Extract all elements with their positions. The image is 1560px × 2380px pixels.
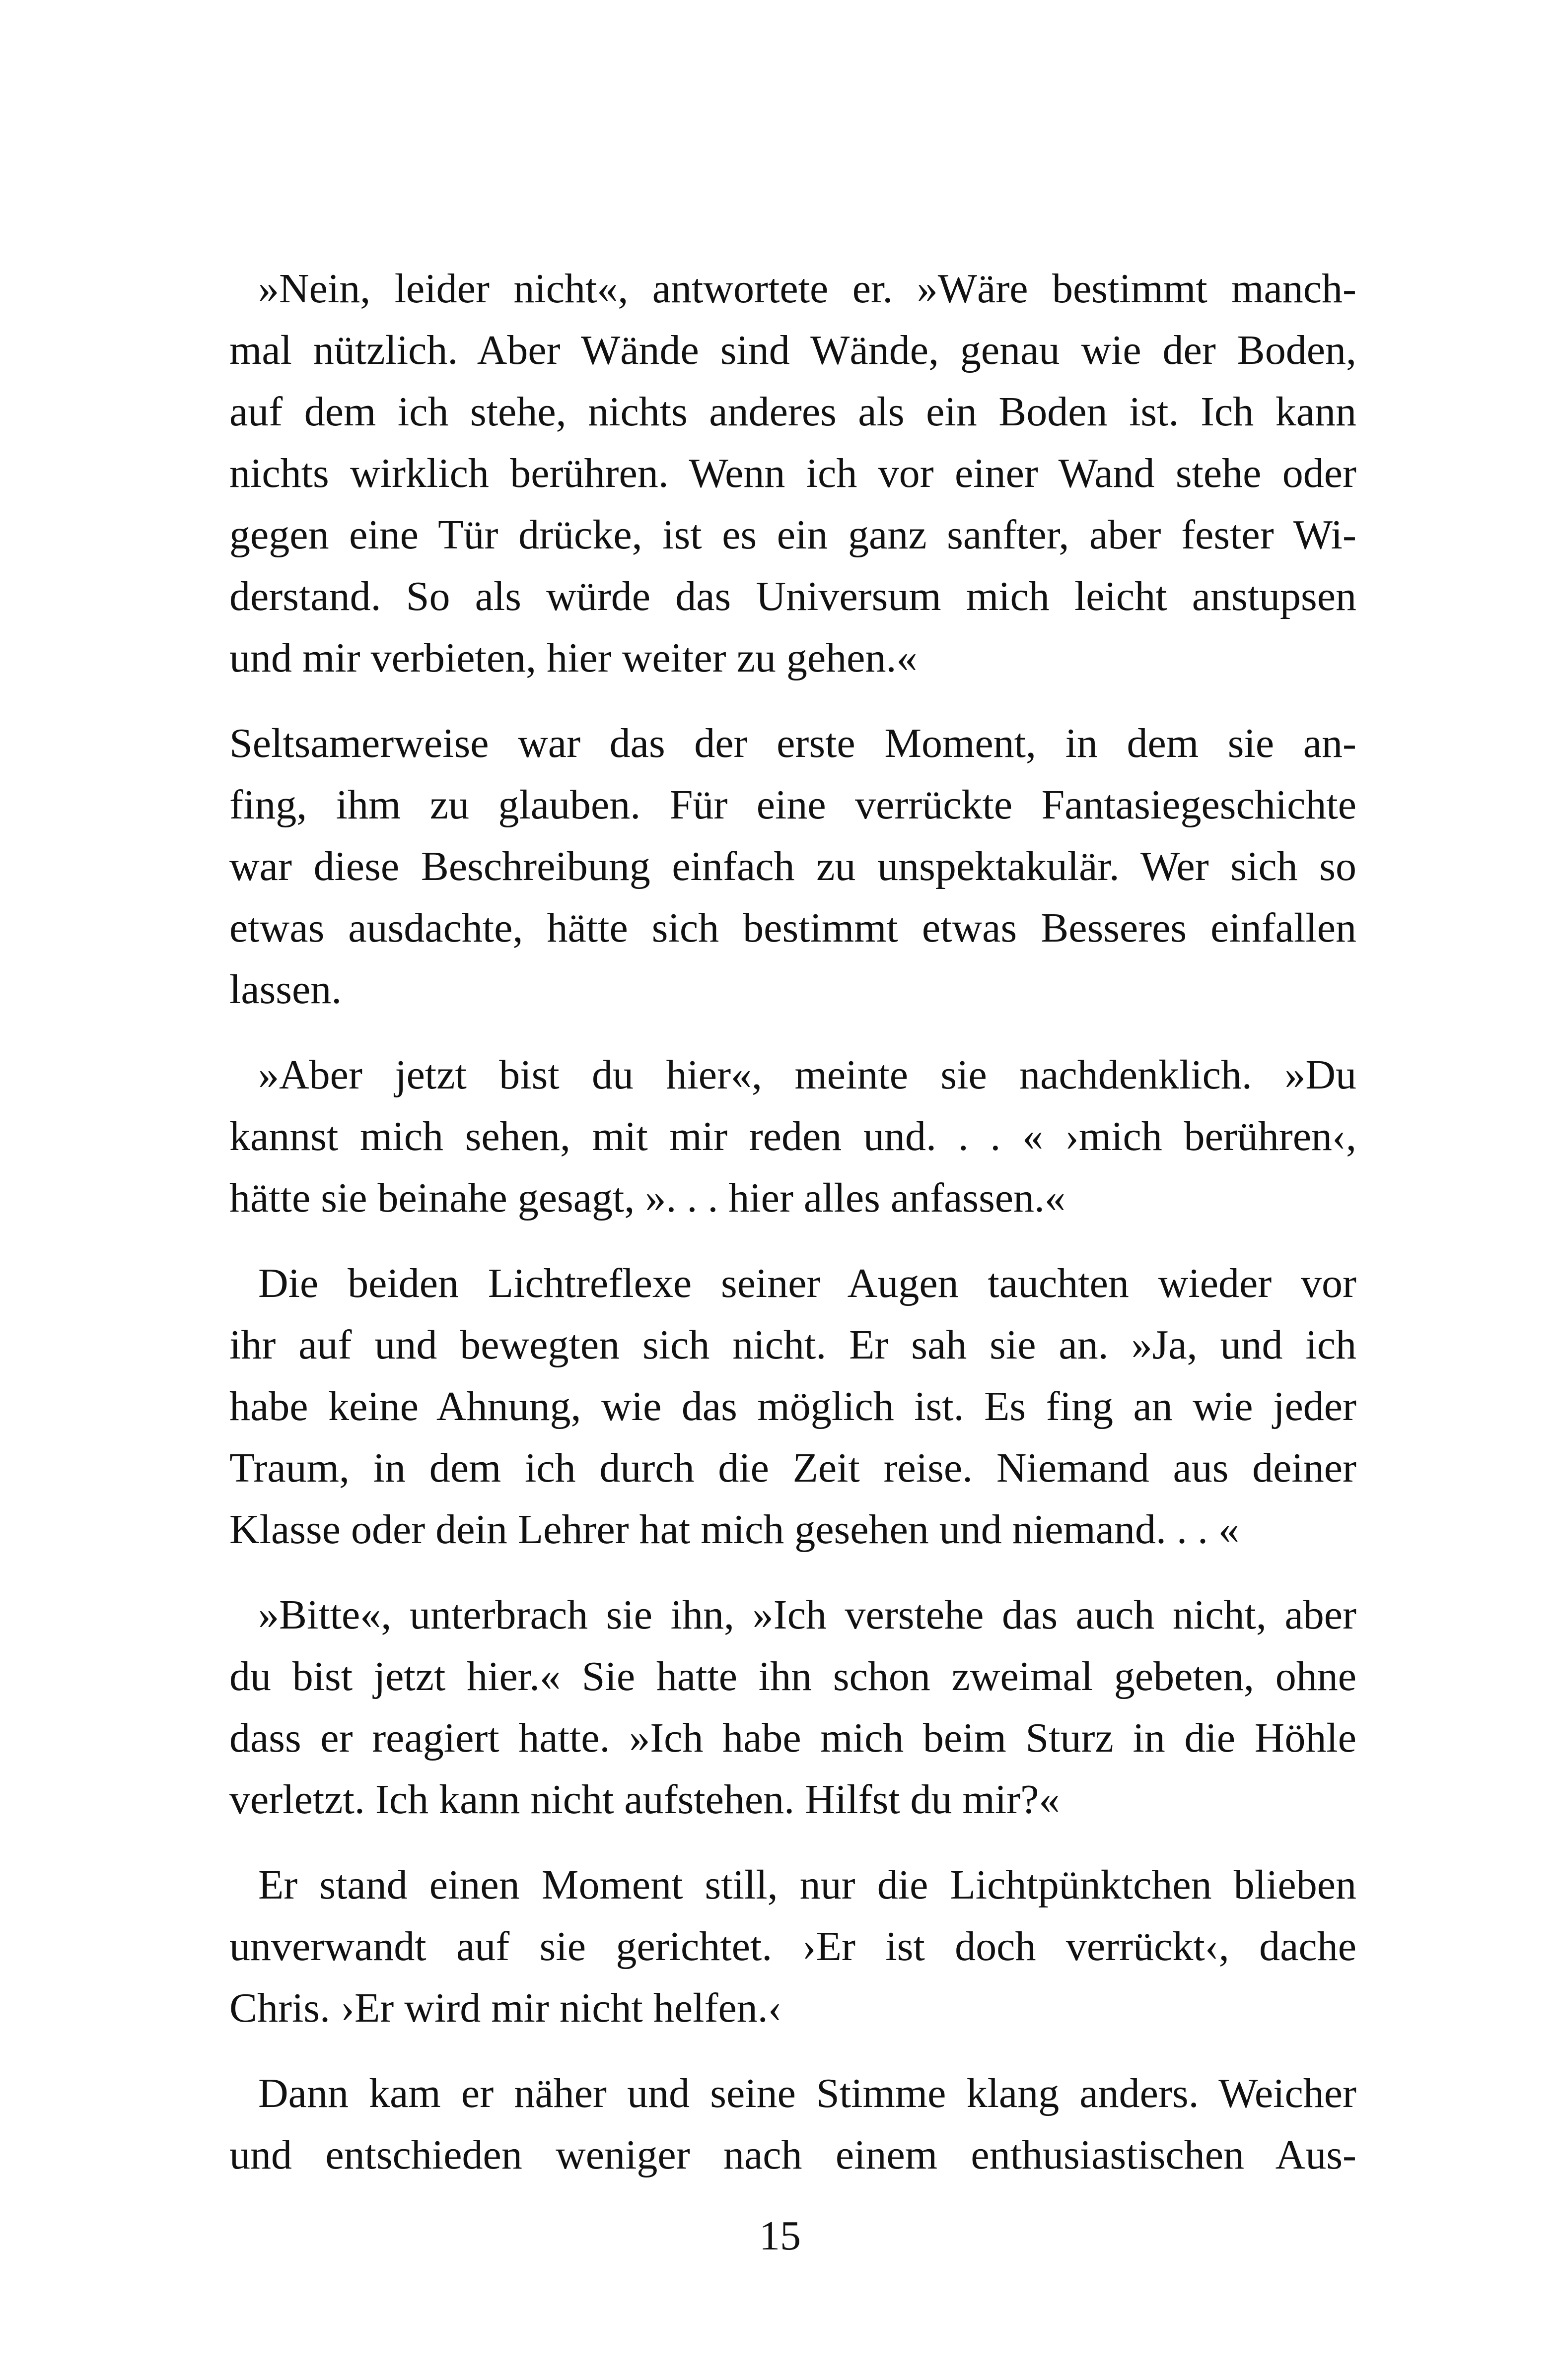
text-line: Klasse oder dein Lehrer hat mich gesehen und niemand. . . « (229, 1506, 1240, 1553)
text-line: ihr auf und bewegten sich nicht. Er sah sie an. »Ja, und ich (229, 1322, 1356, 1368)
text-line: und entschieden weniger nach einem enthusiastischen Aus- (229, 2132, 1356, 2178)
text-line: war diese Beschreibung einfach zu unspektakulär. Wer sich so (229, 843, 1356, 889)
text-line: dass er reagiert hatte. »Ich habe mich beim Sturz in die Höhle (229, 1715, 1356, 1761)
text-line: auf dem ich stehe, nichts anderes als ein Boden ist. Ich kann (229, 389, 1356, 435)
text-line: derstand. So als würde das Universum mich leicht anstupsen (229, 573, 1356, 619)
text-line: mal nützlich. Aber Wände sind Wände, genau wie der Boden, (229, 327, 1356, 373)
paragraph-2 (229, 713, 1356, 1020)
page-number: 15 (759, 2213, 801, 2259)
text-line: etwas ausdachte, hätte sich bestimmt etwas Besseres einfallen (229, 905, 1356, 951)
text-line: Dann kam er näher und seine Stimme klang anders. Weicher (258, 2070, 1356, 2116)
text-line: du bist jetzt hier.« Sie hatte ihn schon zweimal gebeten, ohne (229, 1653, 1356, 1700)
paragraph-7 (229, 2063, 1356, 2186)
paragraph-1 (229, 258, 1356, 689)
paragraph-6 (229, 1854, 1356, 2039)
text-line: lassen. (229, 966, 342, 1013)
text-line: kannst mich sehen, mit mir reden und. . . « ›mich berühren‹, (229, 1113, 1356, 1159)
text-line: unverwandt auf sie gerichtet. ›Er ist doch verrückt‹, dache (229, 1923, 1356, 1970)
text-line: »Bitte«, unterbrach sie ihn, »Ich verstehe das auch nicht, aber (258, 1592, 1356, 1638)
text-line: Traum, in dem ich durch die Zeit reise. Niemand aus deiner (229, 1445, 1356, 1491)
text-line: Chris. ›Er wird mir nicht helfen.‹ (229, 1985, 782, 2031)
text-line: Er stand einen Moment still, nur die Lichtpünktchen blieben (258, 1862, 1356, 1908)
paragraph-5 (229, 1584, 1356, 1831)
text-line: verletzt. Ich kann nicht aufstehen. Hilfst du mir?« (229, 1776, 1060, 1823)
text-line: Seltsamerweise war das der erste Moment, in dem sie an- (229, 720, 1356, 766)
text-line: nichts wirklich berühren. Wenn ich vor einer Wand stehe oder (229, 450, 1356, 496)
text-line: hätte sie beinahe gesagt, ». . . hier alles anfassen.« (229, 1175, 1066, 1221)
paragraph-3 (229, 1044, 1356, 1229)
text-line: gegen eine Tür drücke, ist es ein ganz sanfter, aber fester Wi- (229, 512, 1356, 558)
text-line: fing, ihm zu glauben. Für eine verrückte Fantasiegeschichte (229, 782, 1356, 828)
text-line: »Aber jetzt bist du hier«, meinte sie nachdenklich. »Du (258, 1052, 1356, 1098)
body-text (229, 258, 1356, 2210)
text-line: und mir verbieten, hier weiter zu gehen.« (229, 635, 918, 681)
text-line: Die beiden Lichtreflexe seiner Augen tauchten wieder vor (258, 1260, 1356, 1306)
text-line: »Nein, leider nicht«, antwortete er. »Wäre bestimmt manch- (258, 266, 1356, 312)
text-line: habe keine Ahnung, wie das möglich ist. Es fing an wie jeder (229, 1383, 1356, 1429)
paragraph-4 (229, 1253, 1356, 1561)
